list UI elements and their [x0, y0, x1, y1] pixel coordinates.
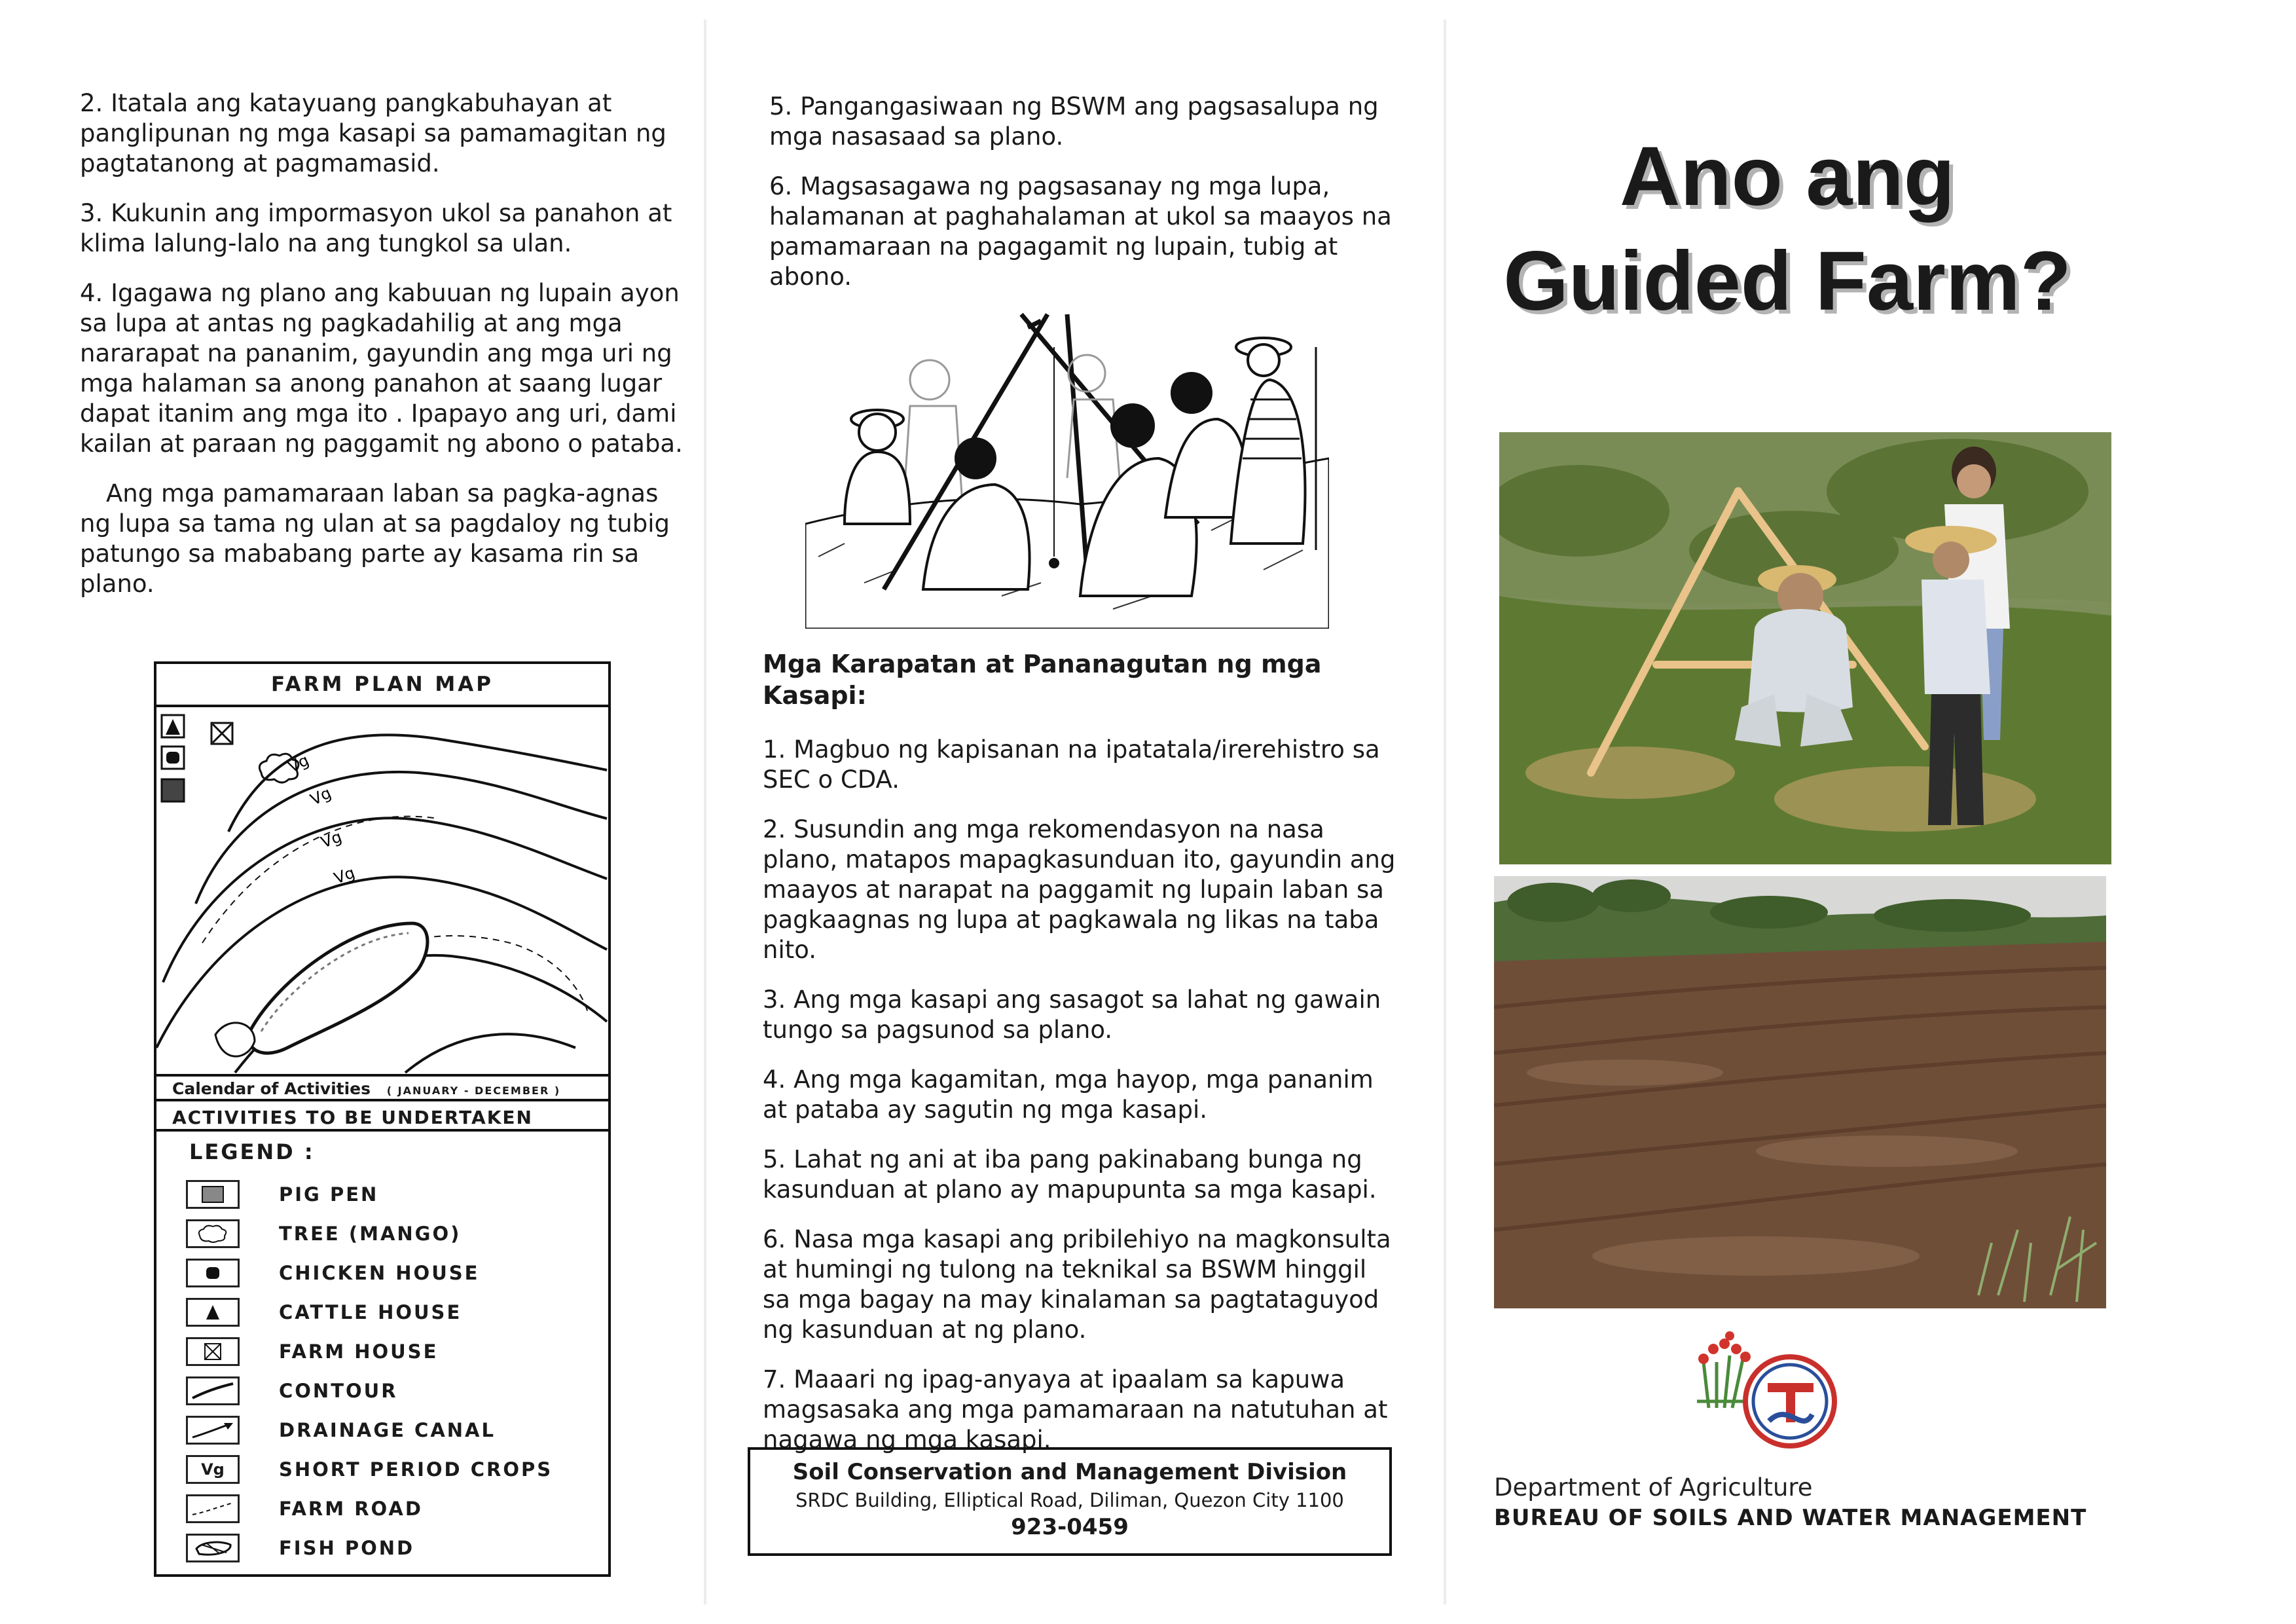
calendar-row: [156, 1077, 608, 1101]
list-item: 3. Kukunin ang impormasyon ukol sa panahon at klima lalung-lalo na ang tungkol sa ulan.: [80, 199, 672, 257]
list-item: 1. Magbuo ng kapisanan na ipatatala/irerehistro sa SEC o CDA.: [763, 735, 1380, 794]
legend-item: [186, 1253, 553, 1293]
legend-item: [186, 1293, 553, 1332]
legend-item: [186, 1332, 553, 1371]
fold-line-left: [704, 20, 706, 1604]
legend-item: [186, 1175, 553, 1214]
legend-label: CONTOUR: [279, 1380, 398, 1402]
bureau-name: BUREAU OF SOILS AND WATER MANAGEMENT: [1494, 1505, 2087, 1531]
list-item: 4. Igagawa ng plano ang kabuuan ng lupain ayon sa lupa at antas ng pagkadahilig at ang mga nararapat na pananim, gayundin ang mga uri ng mga halaman sa anong panahon at saang lugar dapat itanim ang mga ito . Ipapayo ang uri, dami kailan at paraan ng paggamit ng abono o pataba.: [80, 279, 683, 458]
da-bswm-logo: [1690, 1323, 1848, 1454]
legend-item: [186, 1371, 553, 1411]
map-crop-label: Vg: [331, 863, 357, 888]
legend-label: CHICKEN HOUSE: [279, 1262, 480, 1284]
legend-item: [186, 1489, 553, 1528]
soil-survey-illustration: [805, 308, 1329, 629]
contact-division: Soil Conservation and Management Division: [792, 1459, 1347, 1485]
left-panel: [80, 88, 695, 619]
map-title: FARM PLAN MAP: [156, 664, 608, 707]
legend-list: [186, 1175, 553, 1568]
list-item: 6. Nasa mga kasapi ang pribilehiyo na magkonsulta at humingi ng tulong na teknikal sa BSWM hinggil sa mga bagay na may kinalaman sa pagtataguyod ng kasunduan at ng plano.: [763, 1225, 1391, 1344]
list-item: 2. Itatala ang katayuang pangkabuhayan at panglipunan ng mga kasapi sa pamamagitan ng pagtatanong at pagmamasid.: [80, 89, 666, 177]
farm-road-icon: [186, 1494, 240, 1523]
legend-label: PIG PEN: [279, 1183, 379, 1206]
legend-label: DRAINAGE CANAL: [279, 1419, 496, 1441]
contact-phone: 923-0459: [1011, 1514, 1129, 1540]
vg-crop-icon: Vg: [186, 1455, 240, 1484]
farm-house-icon: [186, 1337, 240, 1366]
list-item: 6. Magsasagawa ng pagsasanay ng mga lupa, halamanan at paghahalaman at ukol sa maayos na pamamaraan na pagagamit ng lupain, tubig at abono.: [769, 172, 1392, 291]
legend-label: FARM ROAD: [279, 1498, 423, 1520]
legend-item: [186, 1214, 553, 1253]
legend-item: [186, 1528, 553, 1568]
field-survey-photo: [1499, 432, 2111, 864]
legend-title: LEGEND :: [189, 1139, 315, 1164]
list-item: 3. Ang mga kasapi ang sasagot sa lahat ng gawain tungo sa pagsunod sa plano.: [763, 986, 1381, 1044]
list-item: 5. Lahat ng ani at iba pang pakinabang bunga ng kasunduan at plano ay mapupunta sa mga kasapi.: [763, 1145, 1377, 1204]
middle-panel-top: [769, 92, 1398, 312]
cover-title: [1493, 124, 2082, 334]
hatched-square-icon: [186, 1180, 240, 1209]
department-name: Department of Agriculture: [1494, 1473, 1813, 1502]
contact-box: [748, 1447, 1392, 1556]
legend-label: FARM HOUSE: [279, 1340, 439, 1363]
list-item: 5. Pangangasiwaan ng BSWM ang pagsasalupa ng mga nasasaad sa plano.: [769, 92, 1379, 151]
calendar-label: Calendar of Activities: [172, 1079, 371, 1098]
contour-map-drawing: [156, 707, 608, 1077]
body-paragraph: Ang mga pamamaraan laban sa pagka-agnas ng lupa sa tama ng ulan at sa pagdaloy ng tubig patungo sa mababang parte ay kasama rin sa plano.: [80, 479, 670, 598]
calendar-range: ( JANUARY - DECEMBER ): [386, 1084, 561, 1097]
activities-row: ACTIVITIES TO BE UNDERTAKEN: [156, 1104, 608, 1132]
legend-label: FISH POND: [279, 1537, 415, 1559]
list-item: 2. Susundin ang mga rekomendasyon na nasa plano, matapos mapagkasunduan ito, gayundin ang maayos at narapat na paggamit ng lupain laban sa pagkaagnas ng lupa at pagkawala ng likas na taba nito.: [763, 815, 1396, 964]
cattle-house-icon: [186, 1298, 240, 1327]
drainage-canal-icon: [186, 1416, 240, 1445]
map-crop-label: Vg: [285, 750, 312, 777]
fish-pond-icon: [186, 1534, 240, 1562]
map-crop-label: Vg: [318, 827, 344, 852]
fold-line-right: [1444, 20, 1446, 1604]
legend-item: [186, 1411, 553, 1450]
list-item: 7. Maaari ng ipag-anyaya at ipaalam sa kapuwa magsasaka ang mga pamamaraan na natutuhan at nagawa ng mga kasapi.: [763, 1365, 1388, 1454]
contour-line-icon: [186, 1376, 240, 1405]
contact-address: SRDC Building, Elliptical Road, Diliman, Quezon City 1100: [795, 1489, 1344, 1511]
map-crop-label: Vg: [307, 783, 335, 809]
section-heading: Mga Karapatan at Pananagutan ng mga Kasapi:: [763, 650, 1322, 710]
chicken-house-icon: [186, 1259, 240, 1287]
legend-label: SHORT PERIOD CROPS: [279, 1458, 553, 1481]
legend-item: [186, 1450, 553, 1489]
cover-title-line2: Guided Farm?: [1503, 234, 2071, 328]
middle-panel-rights: [763, 648, 1401, 1475]
tree-cloud-icon: [186, 1219, 240, 1248]
cover-title-line1: Ano ang: [1620, 130, 1955, 223]
plowed-field-photo: [1494, 876, 2106, 1308]
legend-label: CATTLE HOUSE: [279, 1301, 462, 1323]
legend-label: TREE (MANGO): [279, 1223, 462, 1245]
farm-plan-map: [154, 661, 611, 1577]
list-item: 4. Ang mga kagamitan, mga hayop, mga pananim at pataba ay sagutin ng mga kasapi.: [763, 1065, 1374, 1124]
